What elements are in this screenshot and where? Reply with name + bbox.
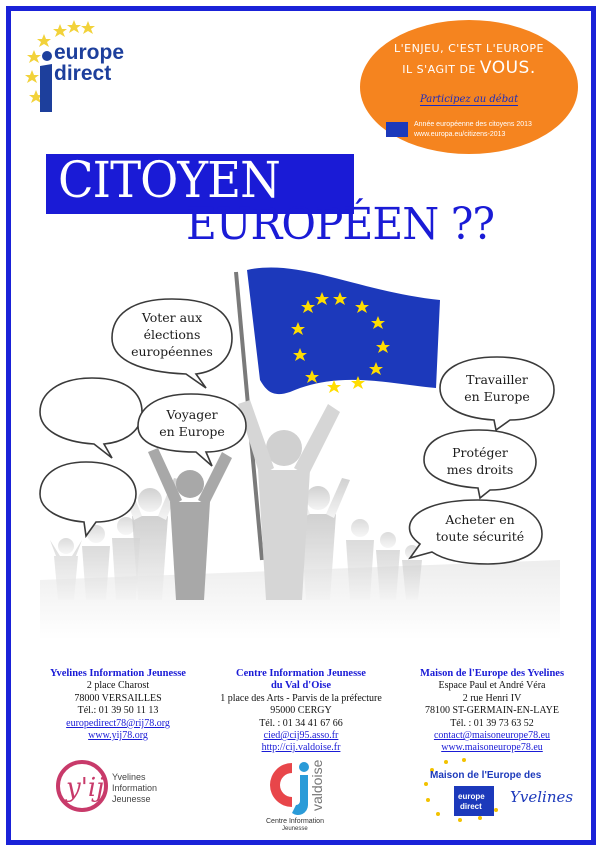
- bubble-travel-text: [140, 406, 244, 440]
- yij-logo[interactable]: [56, 758, 174, 814]
- bubble-vote-line-3: européennes: [131, 344, 213, 359]
- footer-col-mey: [398, 668, 586, 755]
- col3-city: 78100 ST-GERMAIN-EN-LAYE: [425, 705, 559, 717]
- col2-heading-1: Centre Information Jeunesse: [236, 668, 366, 679]
- bubble-work-line-2: en Europe: [464, 389, 530, 404]
- bubble-buy-text: [420, 511, 540, 545]
- col3-building: Espace Paul et André Véra: [438, 680, 546, 692]
- col2-heading-2: du Val d'Oise: [270, 680, 332, 692]
- bubble-buy-line-2: toute sécurité: [435, 529, 525, 544]
- badge-line-2-emphasis: VOUS.: [479, 58, 536, 78]
- col2-email-link[interactable]: cied@cij95.asso.fr: [263, 730, 339, 742]
- col2-city: 95000 CERGY: [270, 705, 332, 717]
- col2-phone: Tél. : 01 34 41 67 66: [259, 717, 343, 729]
- bubble-rights-line-2: mes droits: [446, 462, 514, 477]
- badge-url: www.europa.eu/citizens-2013: [414, 131, 506, 138]
- title-line-1: CITOYEN: [58, 151, 280, 209]
- col2-address: 1 place des Arts - Parvis de la préfecture: [220, 692, 382, 704]
- col3-address: 2 rue Henri IV: [462, 692, 522, 704]
- svg-text:y'ij: y'ij: [66, 773, 105, 803]
- yij-text-3: Jeunesse: [112, 794, 151, 804]
- cij-caption-2: Jeunesse: [282, 826, 308, 831]
- yij-text-2: Information: [112, 783, 158, 793]
- col1-address: 2 place Charost: [86, 680, 150, 692]
- bubble-work-text: [444, 371, 550, 405]
- mey-line-1: Maison de l'Europe des: [430, 770, 542, 781]
- mey-badge-2: direct: [460, 802, 482, 811]
- col3-heading: Maison de l'Europe des Yvelines: [419, 668, 565, 679]
- mey-badge-1: europe: [458, 792, 485, 801]
- bubble-vote-line-1: Voter aux: [141, 310, 203, 325]
- logo-line-1: europe: [54, 41, 125, 64]
- bubble-vote-line-2: élections: [143, 327, 201, 342]
- cij-valdoise-logo[interactable]: [262, 755, 346, 831]
- yij-text-1: Yvelines: [112, 772, 146, 782]
- bubble-rights-line-1: Protéger: [452, 445, 508, 460]
- maison-europe-logo[interactable]: [416, 756, 576, 826]
- badge-line-1: L'ENJEU, C'EST L'EUROPE: [394, 42, 544, 55]
- title-line-2: EUROPÉEN ??: [186, 199, 495, 250]
- col3-phone: Tél. : 01 39 73 63 52: [450, 717, 534, 729]
- bubble-rights-text: [428, 444, 532, 478]
- col1-website-link[interactable]: www.yij78.org: [88, 730, 148, 742]
- cij-side-text: valdoise: [309, 759, 325, 811]
- footer-col-yij: [20, 668, 216, 742]
- col1-heading: Yvelines Information Jeunesse: [50, 668, 186, 679]
- col3-email-link[interactable]: contact@maisoneurope78.eu: [433, 730, 551, 742]
- cij-caption: Centre Information: [266, 818, 324, 825]
- bubble-empty-top: [40, 378, 142, 458]
- bubble-vote-text: [116, 309, 228, 360]
- badge-line-2-prefix: IL S'AGIT DE: [402, 63, 476, 76]
- logo-line-2: direct: [54, 62, 112, 85]
- col3-website-link[interactable]: www.maisoneurope78.eu: [441, 742, 543, 754]
- bubble-work-line-1: Travailler: [466, 372, 528, 387]
- mey-line-2: Yvelines: [510, 788, 574, 806]
- bubble-buy-line-1: Acheter en: [445, 512, 515, 527]
- col1-email-link[interactable]: europedirect78@rij78.org: [66, 717, 170, 729]
- badge-year: Année européenne des citoyens 2013: [414, 121, 532, 128]
- badge-cta: Participez au débat: [420, 94, 519, 105]
- col1-phone: Tél.: 01 39 50 11 13: [77, 705, 159, 717]
- bubble-travel-line-2: en Europe: [159, 424, 225, 439]
- col2-website-link[interactable]: http://cij.valdoise.fr: [261, 742, 341, 754]
- footer-col-cij: [200, 668, 402, 755]
- bubble-travel-line-1: Voyager: [166, 407, 218, 422]
- col1-city: 78000 VERSAILLES: [74, 692, 162, 704]
